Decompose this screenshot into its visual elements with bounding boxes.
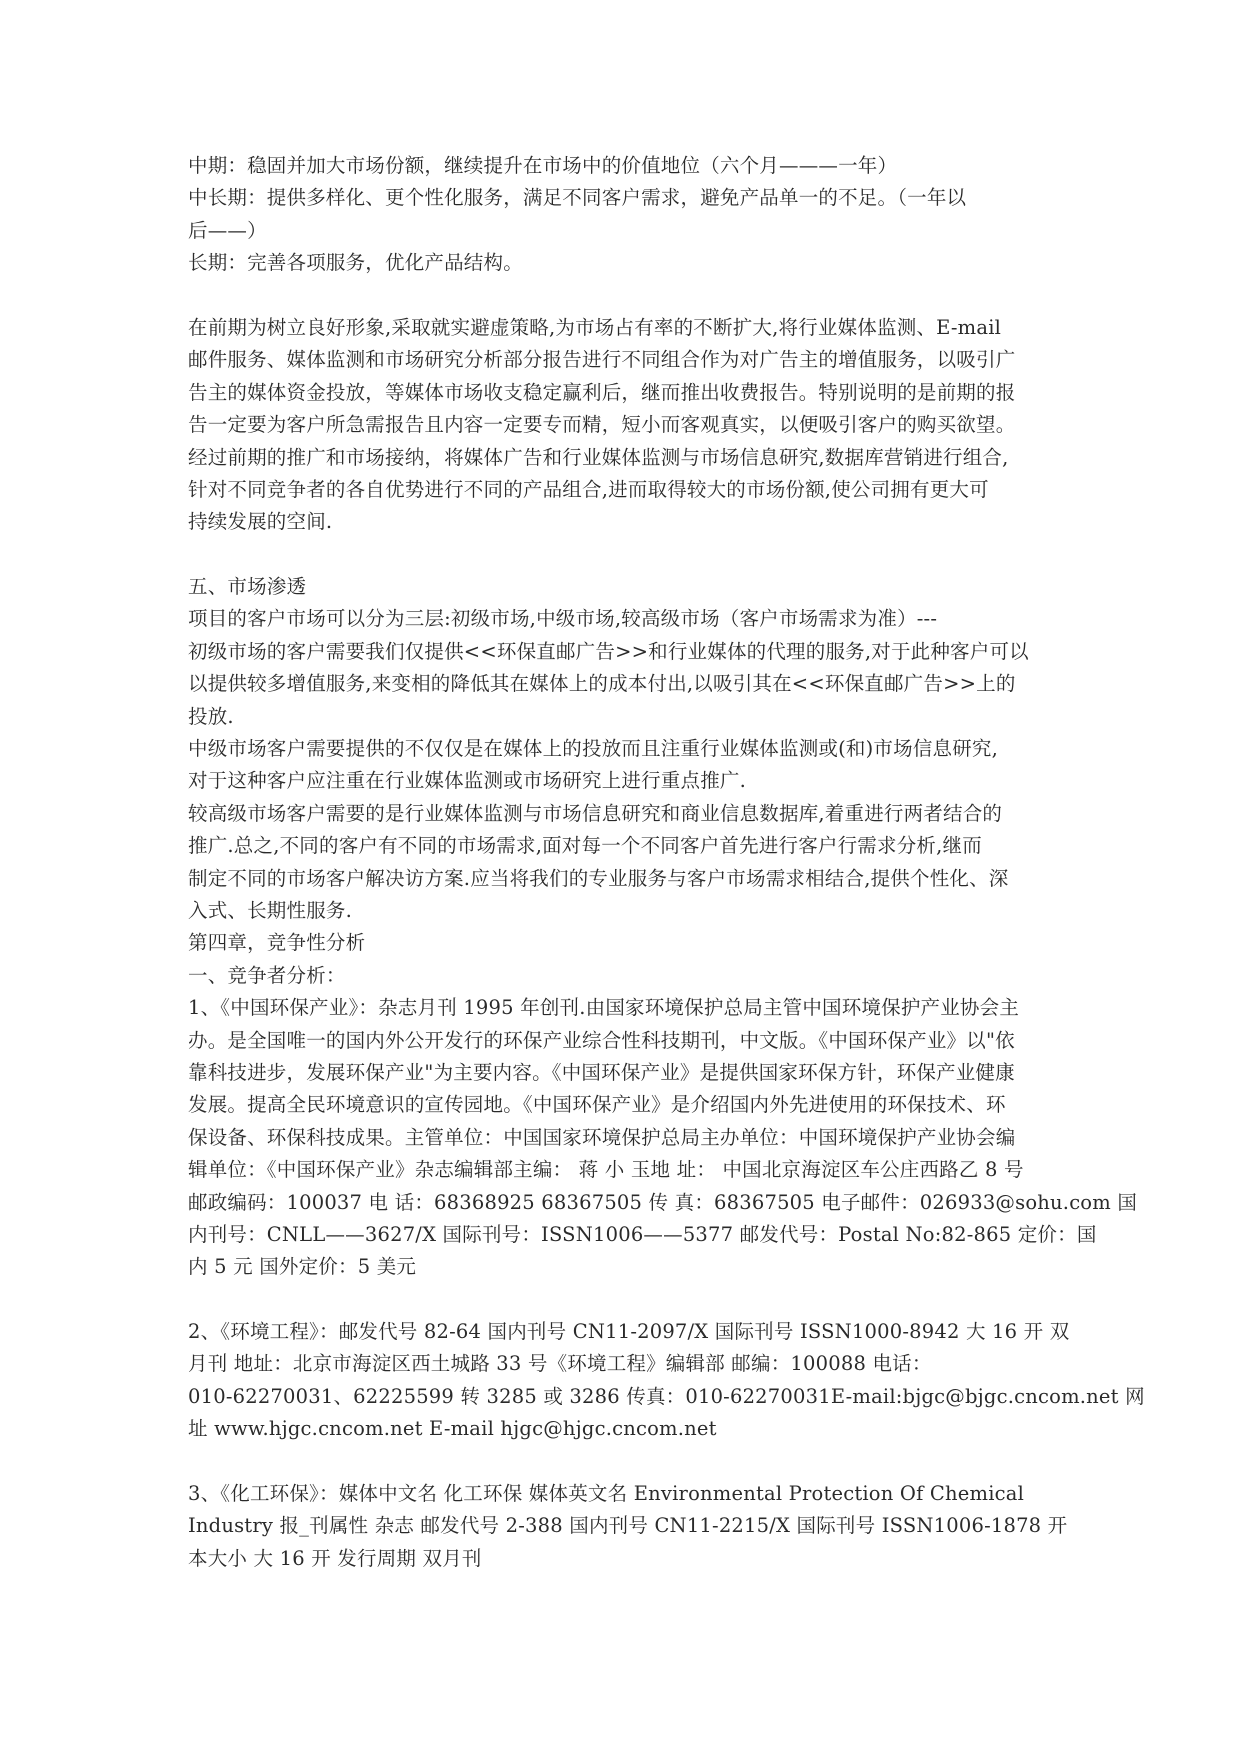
text-line: 邮政编码：100037 电 话：68368925 68367505 传 真：68367505 电子邮件：026933@sohu.com 国 — [188, 1190, 1138, 1214]
text-line: 办。是全国唯一的国内外公开发行的环保产业综合性科技期刊，中文版。《中国环保产业》以"依 — [188, 1028, 1015, 1052]
text-line: 初级市场的客户需要我们仅提供<<环保直邮广告>>和行业媒体的代理的服务,对于此种客户可以 — [188, 639, 1029, 663]
text-line: 靠科技进步，发展环保产业"为主要内容。《中国环保产业》是提供国家环保方针，环保产业健康 — [188, 1060, 1015, 1084]
paragraph-block — [188, 312, 1058, 539]
text-line: 内 5 元 国外定价：5 美元 — [188, 1255, 417, 1279]
text-line: 邮件服务、媒体监测和市场研究分析部分报告进行不同组合作为对广告主的增值服务，以吸引广 — [188, 348, 1016, 372]
text-line: 以提供较多增值服务,来变相的降低其在媒体上的成本付出,以吸引其在<<环保直邮广告>>上的 — [188, 672, 1016, 696]
text-line: 1、《中国环保产业》：杂志月刊 1995 年创刊.由国家环境保护总局主管中国环境保护产业协会主 — [188, 996, 1020, 1020]
paragraph-gap — [188, 280, 1058, 312]
text-line: 制定不同的市场客户解决访方案.应当将我们的专业服务与客户市场需求相结合,提供个性化、深 — [188, 866, 1009, 890]
text-line: 在前期为树立良好形象,采取就实避虚策略,为市场占有率的不断扩大,将行业媒体监测、E-mail — [188, 315, 1002, 339]
text-line: 本大小 大 16 开 发行周期 双月刊 — [188, 1546, 482, 1570]
text-line: 项目的客户市场可以分为三层:初级市场,中级市场,较高级市场（客户市场需求为准）--- — [188, 607, 938, 631]
text-line: 告一定要为客户所急需报告且内容一定要专而精，短小而客观真实，以便吸引客户的购买欲望。 — [188, 413, 1016, 437]
text-line: 告主的媒体资金投放，等媒体市场收支稳定赢利后，继而推出收费报告。特别说明的是前期的报 — [188, 380, 1016, 404]
paragraph-gap — [188, 539, 1058, 571]
text-line: 内刊号：CNLL——3627/X 国际刊号：ISSN1006——5377 邮发代号：Postal No:82-865 定价：国 — [188, 1222, 1097, 1246]
text-line: 第四章，竞争性分析 — [188, 931, 366, 955]
paragraph-block — [188, 150, 1058, 280]
document-page — [188, 150, 1145, 1575]
text-line: 一、竞争者分析： — [188, 963, 346, 987]
text-line: 对于这种客户应注重在行业媒体监测或市场研究上进行重点推广. — [188, 769, 746, 793]
text-line: 2、《环境工程》：邮发代号 82-64 国内刊号 CN11-2097/X 国际刊号 ISSN1000-8942 大 16 开 双 — [188, 1320, 1070, 1344]
text-line: 针对不同竞争者的各自优势进行不同的产品组合,进而取得较大的市场份额,使公司拥有更大可 — [188, 477, 989, 501]
paragraph-block — [188, 571, 1138, 1284]
paragraph-gap — [188, 1284, 1058, 1316]
text-line: 3、《化工环保》：媒体中文名 化工环保 媒体英文名 Environmental Protection Of Chemical — [188, 1482, 1025, 1506]
paragraph-gap — [188, 1446, 1058, 1478]
text-line: 月刊 地址：北京市海淀区西土城路 33 号《环境工程》编辑部 邮编：100088 电话： — [188, 1352, 932, 1376]
text-line: 较高级市场客户需要的是行业媒体监测与市场信息研究和商业信息数据库,着重进行两者结合的 — [188, 801, 1003, 825]
text-line: 经过前期的推广和市场接纳，将媒体广告和行业媒体监测与市场信息研究,数据库营销进行组合, — [188, 445, 1009, 469]
text-line: 五、市场渗透 — [188, 575, 307, 599]
text-line: 辑单位：《中国环保产业》杂志编辑部主编： 蒋 小 玉地 址： 中国北京海淀区车公庄西路乙 8 号 — [188, 1158, 1024, 1182]
text-line: Industry 报_刊属性 杂志 邮发代号 2-388 国内刊号 CN11-2215/X 国际刊号 ISSN1006-1878 开 — [188, 1514, 1068, 1538]
text-line: 长期：完善各项服务，优化产品结构。 — [188, 251, 523, 275]
text-line: 址 www.hjgc.cncom.net E-mail hjgc@hjgc.cncom.net — [188, 1417, 717, 1441]
paragraph-block — [188, 1478, 1068, 1575]
text-line: 持续发展的空间. — [188, 510, 333, 534]
text-line: 中期：稳固并加大市场份额，继续提升在市场中的价值地位（六个月———一年） — [188, 154, 898, 177]
paragraph-block — [188, 1316, 1145, 1446]
text-line: 后——） — [188, 218, 267, 242]
text-line: 010-62270031、62225599 转 3285 或 3286 传真：010-62270031E-mail:bjgc@bjgc.cncom.net 网 — [188, 1384, 1145, 1408]
text-line: 保设备、环保科技成果。主管单位：中国国家环境保护总局主办单位：中国环境保护产业协会编 — [188, 1125, 1016, 1149]
text-line: 中长期：提供多样化、更个性化服务，满足不同客户需求，避免产品单一的不足。（一年以 — [188, 186, 967, 210]
text-line: 中级市场客户需要提供的不仅仅是在媒体上的投放而且注重行业媒体监测或(和)市场信息研究, — [188, 737, 999, 761]
text-line: 推广.总之,不同的客户有不同的市场需求,面对每一个不同客户首先进行客户行需求分析,继而 — [188, 834, 982, 858]
text-line: 入式、长期性服务. — [188, 898, 352, 922]
text-line: 投放. — [188, 704, 234, 728]
text-line: 发展。提高全民环境意识的宣传园地。《中国环保产业》是介绍国内外先进使用的环保技术、环 — [188, 1093, 1006, 1117]
